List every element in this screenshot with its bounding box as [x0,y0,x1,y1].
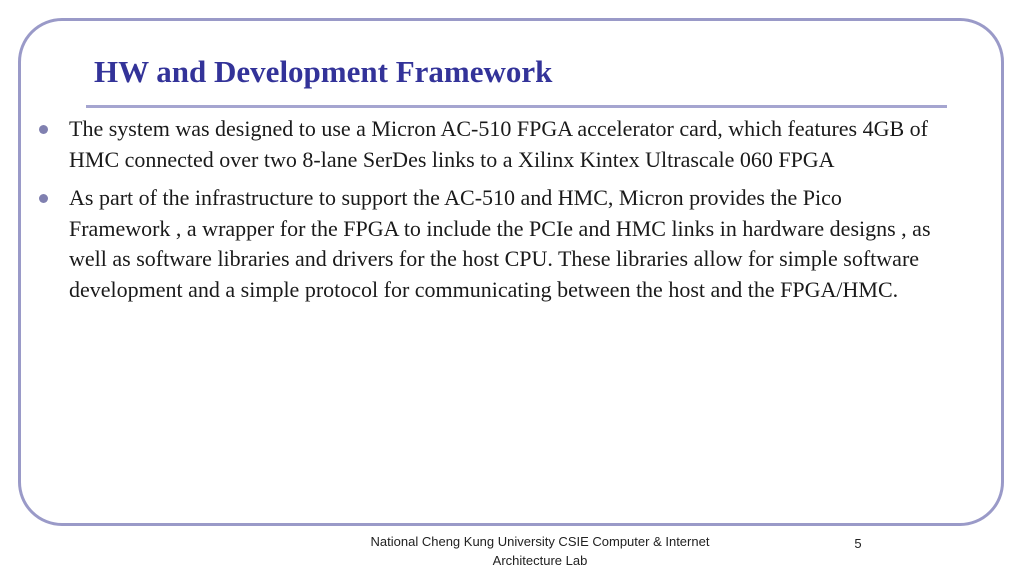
slide-title: HW and Development Framework [94,54,553,89]
bullet-list [38,114,938,313]
title-divider [86,105,947,108]
footer-affiliation [330,532,750,570]
bullet-text: The system was designed to use a Micron AC-510 FPGA accelerator card, which features 4GB of HMC connected over two 8-lane SerDes links to a Xilinx Kintex Ultrascale 060 FPGA [69,116,928,172]
page-number: 5 [854,536,862,551]
footer-line-1: National Cheng Kung University CSIE Computer & Internet [370,534,710,549]
bullet-dot-icon [39,125,48,134]
bullet-item-hardware [38,114,938,175]
bullet-item-framework [38,183,938,305]
bullet-text: As part of the infrastructure to support the AC-510 and HMC, Micron provides the Pico Framework , a wrapper for the FPGA to include the PCIe and HMC links in hardware designs , as well as software libraries and drivers for the host CPU. These libraries allow for simple software development and a simple protocol for communicating between the host and the FPGA/HMC. [69,185,931,302]
bullet-dot-icon [39,194,48,203]
footer-line-2: Architecture Lab [492,553,588,568]
